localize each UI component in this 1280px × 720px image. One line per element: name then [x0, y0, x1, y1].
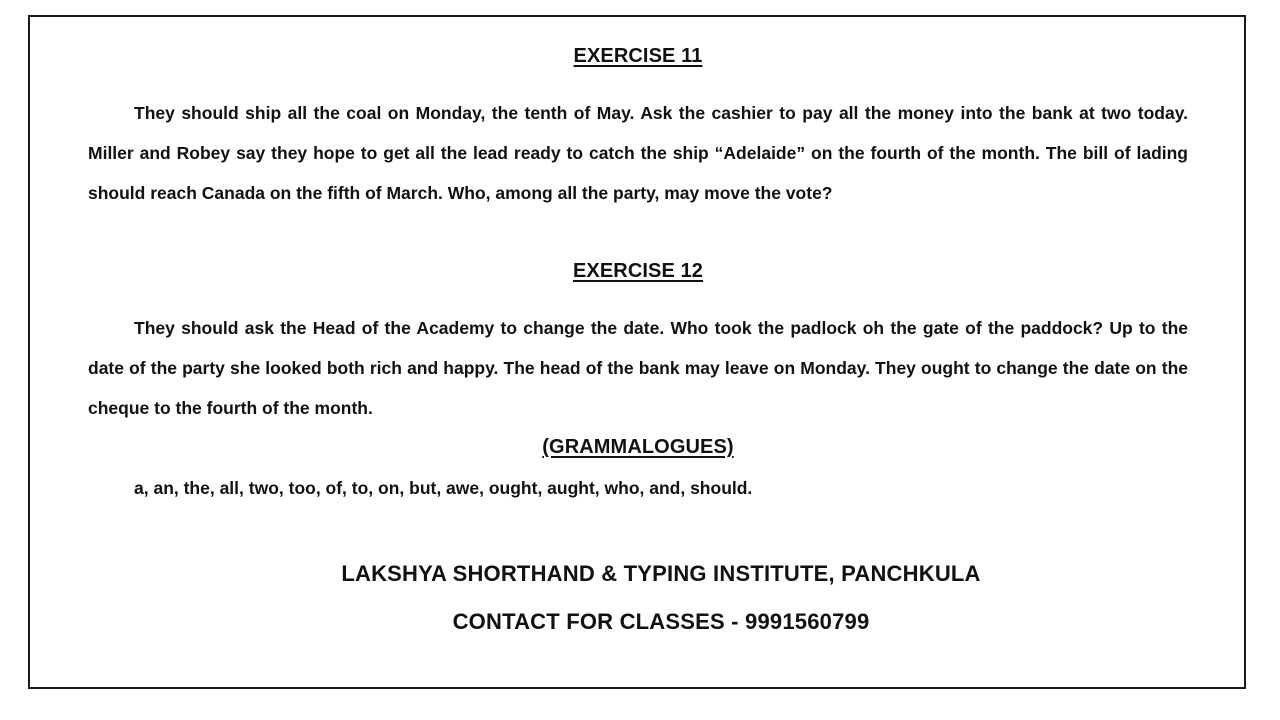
grammalogues-list: a, an, the, all, two, too, of, to, on, but, awe, ought, aught, who, and, should.	[134, 478, 753, 498]
institute-name: LAKSHYA SHORTHAND & TYPING INSTITUTE, PANCHKULA	[341, 561, 981, 586]
exercise-11-heading: EXERCISE 11	[573, 45, 703, 67]
contact-line: CONTACT FOR CLASSES - 9991560799	[452, 609, 870, 634]
exercise-12-heading: EXERCISE 12	[572, 260, 704, 282]
grammalogues-heading: (GRAMMALOGUES)	[542, 436, 734, 458]
exercise-11-text: They should ship all the coal on Monday, the tenth of May. Ask the cashier to pay all the money into the bank at two today. Miller and Robey say they hope to get all the lead ready to catch the ship “Adelaide” on the fourth of the month. The bill of lading should reach Canada on the fifth of March. Who, among all the party, may move the vote?	[88, 103, 1188, 203]
exercise-12-text: They should ask the Head of the Academy to change the date. Who took the padlock oh the gate of the paddock? Up to the date of the party she looked both rich and happy. The head of the bank may leave on Monday. They ought to change the date on the cheque to the fourth of the month.	[88, 318, 1188, 418]
